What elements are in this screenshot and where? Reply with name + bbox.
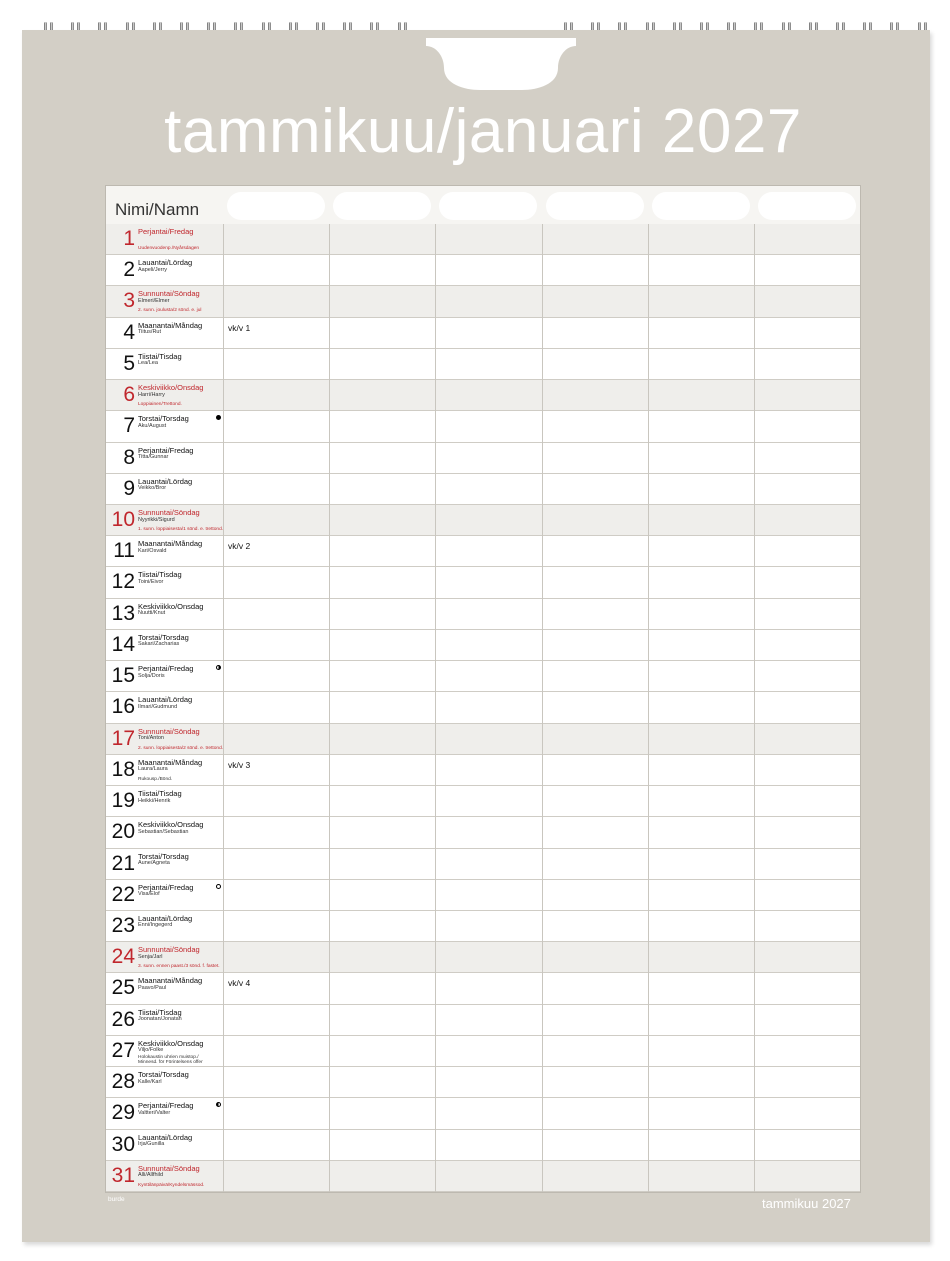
name-day: Alli/Allfhild <box>138 1172 164 1179</box>
weekday-label: Tiistai/Tisdag <box>138 789 182 799</box>
header-name-slot[interactable] <box>333 192 431 220</box>
day-number: 29 <box>111 1101 135 1125</box>
day-info-cell <box>106 880 223 910</box>
day-number: 20 <box>111 820 135 844</box>
day-info-cell <box>106 1036 223 1066</box>
weekday-label: Tiistai/Tisdag <box>138 570 182 580</box>
day-row[interactable] <box>106 692 860 723</box>
day-row[interactable] <box>106 724 860 755</box>
calendar-grid <box>105 185 861 1193</box>
day-row[interactable] <box>106 567 860 598</box>
holiday-label: 2. sunn. loppiaisesta/2 sönd. e. trettond. <box>138 745 224 751</box>
day-info-cell <box>106 536 223 566</box>
day-row[interactable] <box>106 817 860 848</box>
header-name-slot[interactable] <box>439 192 537 220</box>
name-day: Solja/Doris <box>138 672 165 679</box>
name-day: Lea/Lea <box>138 360 158 367</box>
day-row[interactable] <box>106 505 860 536</box>
day-info-cell <box>106 1005 223 1035</box>
day-row[interactable] <box>106 411 860 442</box>
day-info-cell <box>106 942 223 972</box>
name-day: Aune/Agneta <box>138 860 170 867</box>
day-info-cell <box>106 318 223 348</box>
day-row[interactable] <box>106 286 860 317</box>
day-number: 13 <box>111 601 135 625</box>
column-divider <box>542 224 543 1192</box>
name-day: Valtteri/Valter <box>138 1109 171 1116</box>
day-row[interactable] <box>106 661 860 692</box>
header-name-slot[interactable] <box>227 192 325 220</box>
weekday-label: Tiistai/Tisdag <box>138 351 182 361</box>
moon-phase-last-icon <box>216 1102 221 1107</box>
day-info-cell <box>106 786 223 816</box>
column-divider <box>435 224 436 1192</box>
day-number: 6 <box>123 383 135 407</box>
holiday-label: Holokaustin uhrien muistop./ Minnesd. för Förintelsens offer <box>138 1054 203 1066</box>
name-day: Tiitus/Rut <box>138 329 162 336</box>
day-info-cell <box>106 1161 223 1191</box>
day-number: 28 <box>111 1070 135 1094</box>
day-info-cell <box>106 567 223 597</box>
day-info-cell <box>106 349 223 379</box>
day-info-cell <box>106 255 223 285</box>
day-number: 18 <box>111 757 135 781</box>
name-day: Sakari/Zacharias <box>138 641 180 648</box>
name-day: Laura/Laura <box>138 766 168 773</box>
day-number: 8 <box>123 445 135 469</box>
weekday-label: Sunnuntai/Söndag <box>138 1163 200 1173</box>
day-info-cell <box>106 1098 223 1128</box>
weekday-label: Torstai/Torsdag <box>138 632 189 642</box>
name-day: Nyyrikki/Sigurd <box>138 516 175 523</box>
weekday-label: Sunnuntai/Söndag <box>138 289 200 299</box>
day-info-cell <box>106 224 223 254</box>
day-row[interactable] <box>106 318 860 349</box>
week-number: vk/v 3 <box>228 759 251 770</box>
name-day: Toini/Eivor <box>138 578 164 585</box>
name-day: Nuutti/Knut <box>138 610 166 617</box>
header-name-slot[interactable] <box>758 192 856 220</box>
day-number: 22 <box>111 882 135 906</box>
weekday-label: Lauantai/Lördag <box>138 695 193 705</box>
day-number: 12 <box>111 570 135 594</box>
weekday-label: Perjantai/Fredag <box>138 664 194 674</box>
day-number: 1 <box>123 227 135 250</box>
weekday-label: Keskiviikko/Onsdag <box>138 820 204 830</box>
day-number: 9 <box>123 476 135 500</box>
day-number: 5 <box>123 351 135 375</box>
day-number: 14 <box>111 632 135 656</box>
footer-month-label: tammikuu 2027 <box>762 1196 851 1211</box>
day-number: 16 <box>111 695 135 719</box>
day-number: 31 <box>111 1163 135 1187</box>
name-day: Kari/Osvald <box>138 547 167 554</box>
weekday-label: Sunnuntai/Söndag <box>138 508 200 518</box>
day-row[interactable] <box>106 1005 860 1036</box>
header-name-slot[interactable] <box>546 192 644 220</box>
weekday-label: Keskiviikko/Onsdag <box>138 1038 204 1048</box>
day-number: 21 <box>111 851 135 875</box>
name-day: Joonatan/Jonatan <box>138 1016 182 1023</box>
day-number: 10 <box>111 508 135 532</box>
weekday-label: Lauantai/Lördag <box>138 258 193 268</box>
day-row[interactable] <box>106 942 860 973</box>
day-number: 15 <box>111 664 135 688</box>
day-row[interactable] <box>106 911 860 942</box>
holiday-label: Rukousp./Bönd. <box>138 776 173 782</box>
holiday-label: Loppiainen/Trettond. <box>138 402 182 408</box>
name-day: Enni/Ingegerd <box>138 922 173 929</box>
day-info-cell <box>106 661 223 691</box>
column-divider <box>754 224 755 1192</box>
day-info-cell <box>106 474 223 504</box>
week-number: vk/v 1 <box>228 322 251 333</box>
day-row[interactable] <box>106 1130 860 1161</box>
day-row[interactable] <box>106 224 860 255</box>
day-info-cell <box>106 1130 223 1160</box>
day-info-cell <box>106 724 223 754</box>
day-number: 17 <box>111 726 135 750</box>
day-number: 4 <box>123 320 135 344</box>
day-row[interactable] <box>106 1098 860 1129</box>
weekday-label: Perjantai/Fredag <box>138 445 194 455</box>
day-info-cell <box>106 755 223 785</box>
name-day: Senja/Jarl <box>138 953 163 960</box>
page-title: tammikuu/januari 2027 <box>164 97 802 166</box>
name-day: Ilmari/Gudmund <box>138 703 178 710</box>
day-row[interactable] <box>106 443 860 474</box>
weekday-label: Perjantai/Fredag <box>138 1101 194 1111</box>
day-number: 3 <box>123 289 135 313</box>
day-info-cell <box>106 505 223 535</box>
weekday-label: Torstai/Torsdag <box>138 414 189 424</box>
moon-phase-full-icon <box>216 884 221 889</box>
weekday-label: Maanantai/Måndag <box>138 976 203 986</box>
day-row[interactable] <box>106 349 860 380</box>
name-day: Toni/Anton <box>138 735 164 742</box>
column-divider <box>329 224 330 1192</box>
day-row[interactable] <box>106 474 860 505</box>
day-row[interactable] <box>106 255 860 286</box>
day-number: 27 <box>111 1038 135 1062</box>
day-info-cell <box>106 692 223 722</box>
weekday-label: Lauantai/Lördag <box>138 476 193 486</box>
name-day: Elmeri/Elmer <box>138 297 170 304</box>
day-number: 19 <box>111 789 135 813</box>
weekday-label: Torstai/Torsdag <box>138 851 189 861</box>
day-row[interactable] <box>106 630 860 661</box>
day-info-cell <box>106 286 223 316</box>
column-divider <box>223 224 224 1192</box>
day-number: 2 <box>123 258 135 282</box>
name-day: Visa/Elof <box>138 891 160 898</box>
day-row[interactable] <box>106 880 860 911</box>
weekday-label: Lauantai/Lördag <box>138 913 193 923</box>
moon-phase-new-icon <box>216 415 221 420</box>
weekday-label: Maanantai/Måndag <box>138 320 203 330</box>
moon-phase-first-icon <box>216 665 221 670</box>
name-day: Paavo/Paul <box>138 984 167 991</box>
day-number: 11 <box>113 539 135 563</box>
day-info-cell <box>106 911 223 941</box>
name-header-label: Nimi/Namn <box>115 200 200 219</box>
day-info-cell <box>106 599 223 629</box>
day-row[interactable] <box>106 599 860 630</box>
holiday-label: Kynttilänpäivä/Kyndelsmässod. <box>138 1182 205 1188</box>
day-number: 24 <box>111 945 135 969</box>
day-row[interactable] <box>106 755 860 786</box>
day-row[interactable] <box>106 1036 860 1067</box>
day-info-cell <box>106 380 223 410</box>
weekday-label: Keskiviikko/Onsdag <box>138 383 204 393</box>
name-day: Viljo/Folke <box>138 1047 164 1054</box>
weekday-label: Perjantai/Fredag <box>138 882 194 892</box>
day-info-cell <box>106 849 223 879</box>
day-number: 30 <box>111 1132 135 1156</box>
header-name-slot[interactable] <box>652 192 750 220</box>
day-row[interactable] <box>106 849 860 880</box>
weekday-label: Maanantai/Måndag <box>138 539 203 549</box>
day-number: 23 <box>111 913 135 937</box>
day-info-cell <box>106 630 223 660</box>
day-info-cell <box>106 973 223 1003</box>
day-row[interactable] <box>106 1067 860 1098</box>
name-day: Sebastian/Sebastian <box>138 828 189 835</box>
week-number: vk/v 2 <box>228 541 251 552</box>
weekday-label: Tiistai/Tisdag <box>138 1007 182 1017</box>
name-day: Harri/Harry <box>138 391 165 398</box>
name-day: Aapeli/Jerry <box>138 266 168 273</box>
weekday-label: Sunnuntai/Söndag <box>138 726 200 736</box>
holiday-label: 2. sunn. joulusta/2 sönd. e. jul <box>138 308 202 314</box>
weekday-label: Torstai/Torsdag <box>138 1070 189 1080</box>
day-info-cell <box>106 817 223 847</box>
day-row[interactable] <box>106 973 860 1004</box>
column-divider <box>648 224 649 1192</box>
name-day: Kalle/Karl <box>138 1078 162 1085</box>
weekday-label: Perjantai/Fredag <box>138 227 194 236</box>
weekday-label: Sunnuntai/Söndag <box>138 945 200 955</box>
day-info-cell <box>106 443 223 473</box>
name-day: Irja/Gunilla <box>138 1141 165 1148</box>
day-row[interactable] <box>106 536 860 567</box>
name-day: Heikki/Henrik <box>138 797 171 804</box>
day-number: 25 <box>111 976 135 1000</box>
holiday-label: Uudenvuodenp./Nyårsdagen <box>138 246 200 251</box>
name-day: Aku/August <box>138 422 167 429</box>
name-day: Titta/Gunnar <box>138 454 169 461</box>
day-number: 26 <box>111 1007 135 1031</box>
day-info-cell <box>106 411 223 441</box>
day-row[interactable] <box>106 1161 860 1192</box>
day-number: 7 <box>123 414 135 438</box>
weekday-label: Keskiviikko/Onsdag <box>138 601 204 611</box>
holiday-label: 1. sunn. loppiaisesta/1 sönd. e. trettond. <box>138 527 224 533</box>
name-day: Veikko/Bror <box>138 485 167 492</box>
publisher-logo: burde <box>108 1196 125 1203</box>
weekday-label: Lauantai/Lördag <box>138 1132 193 1142</box>
day-row[interactable] <box>106 380 860 411</box>
holiday-label: 3. sunn. ennen paast./3 sönd. f. fastet. <box>138 964 220 970</box>
week-number: vk/v 4 <box>228 978 251 989</box>
day-row[interactable] <box>106 786 860 817</box>
day-info-cell <box>106 1067 223 1097</box>
header-row <box>106 186 860 225</box>
weekday-label: Maanantai/Måndag <box>138 757 203 767</box>
hanger-cutout <box>426 38 576 100</box>
